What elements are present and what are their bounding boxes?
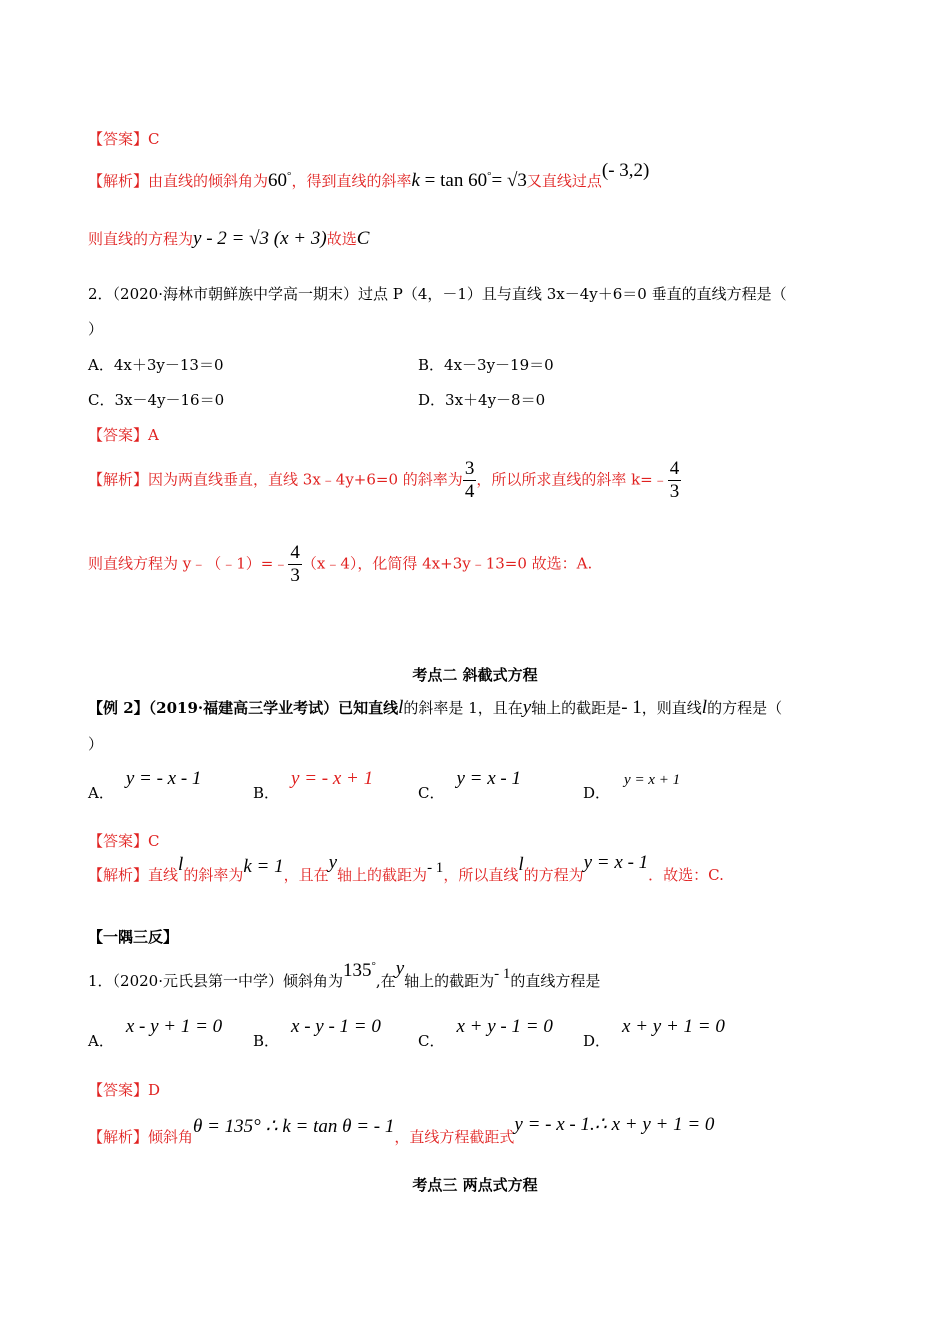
analysis-text: 直线 bbox=[148, 866, 179, 884]
math-expression: θ = 135° ∴ k = tan θ = - 1 bbox=[193, 1116, 395, 1137]
analysis-line-4 bbox=[88, 542, 592, 587]
analysis-text: 轴上的截距为 bbox=[337, 866, 428, 884]
math-neg1: - 1 bbox=[494, 966, 511, 982]
analysis-tag: 【解析】 bbox=[88, 172, 149, 190]
math-k: k bbox=[411, 170, 420, 191]
answer-value: C bbox=[148, 130, 160, 148]
answer-tag: 【答案】 bbox=[88, 832, 149, 850]
option-a: A．4x＋3y－13＝0 bbox=[88, 356, 224, 374]
analysis-line-1 bbox=[88, 160, 650, 192]
analysis-line-3 bbox=[88, 458, 681, 503]
fraction: $\frac{3}{4}$ bbox=[464, 458, 475, 502]
fraction: $\frac{4}{3}$ bbox=[669, 458, 680, 502]
analysis-text: ，且在 bbox=[283, 866, 329, 884]
answer-tag: 【答案】 bbox=[88, 130, 149, 148]
example-text: 的方程是（ bbox=[707, 699, 783, 717]
analysis-text: 的斜率为 bbox=[183, 866, 244, 884]
option-d: D．x + y + 1 = 0 bbox=[583, 1016, 725, 1050]
analysis-text: ，所以直线 bbox=[443, 866, 519, 884]
analysis-line-5 bbox=[88, 852, 724, 886]
option-b: B．x - y - 1 = 0 bbox=[253, 1016, 381, 1050]
example-text: ，则直线 bbox=[641, 699, 702, 717]
practice-text: 1．（2020·元氏县第一中学）倾斜角为 bbox=[88, 972, 343, 990]
analysis-line-6 bbox=[88, 1114, 715, 1148]
math-l: l bbox=[701, 697, 708, 718]
section-title: 考点二 斜截式方程 bbox=[412, 666, 538, 684]
question-2-stem-cont: ） bbox=[88, 320, 104, 338]
math-equation: y = x - 1 bbox=[583, 852, 649, 873]
analysis-tag: 【解析】 bbox=[88, 470, 149, 489]
section-title: 考点三 两点式方程 bbox=[412, 1176, 538, 1194]
answer-line-4 bbox=[88, 1079, 160, 1100]
option-b: B．y = - x + 1 bbox=[253, 768, 374, 802]
answer-value: C bbox=[148, 832, 160, 850]
analysis-text: 则直线的方程为 bbox=[88, 230, 194, 248]
option-c: C．x + y - 1 = 0 bbox=[418, 1016, 553, 1050]
practice-text: ,在 bbox=[375, 972, 396, 990]
math-y: y bbox=[395, 958, 405, 979]
analysis-text: ，所以所求直线的斜率 k=﹣ bbox=[476, 470, 668, 489]
example-text: 轴上的截距是 bbox=[531, 699, 622, 717]
analysis-text: 则直线方程为 y﹣（﹣1）=﹣ bbox=[88, 554, 289, 573]
fraction: $\frac{4}{3}$ bbox=[290, 542, 300, 586]
math-angle: 60° bbox=[268, 170, 292, 191]
answer-value: A bbox=[148, 426, 159, 444]
option-d: D．y = x + 1 bbox=[583, 772, 681, 802]
option-c: C．3x－4y－16＝0 bbox=[88, 391, 225, 409]
math-y: y bbox=[522, 697, 532, 718]
math-y: y bbox=[328, 852, 338, 873]
analysis-text: ，得到直线的斜率 bbox=[291, 172, 412, 190]
math-equation: y - 2 = √3 (x + 3) bbox=[193, 228, 327, 249]
analysis-text: 的方程为 bbox=[523, 866, 584, 884]
analysis-tag: 【解析】 bbox=[88, 1128, 149, 1146]
answer-line-3 bbox=[88, 830, 160, 851]
math-135: 135° bbox=[343, 960, 376, 981]
option-a: A．x - y + 1 = 0 bbox=[88, 1016, 223, 1050]
analysis-text: 由直线的倾斜角为 bbox=[148, 172, 269, 190]
math-l: l bbox=[518, 854, 524, 875]
math-c: C bbox=[356, 228, 370, 249]
answer-line-2 bbox=[88, 424, 159, 445]
analysis-text: ，直线方程截距式 bbox=[394, 1128, 515, 1146]
math-expression: y = - x - 1.∴ x + y + 1 = 0 bbox=[514, 1114, 715, 1135]
answer-tag: 【答案】 bbox=[88, 1081, 149, 1099]
math-l: l bbox=[398, 697, 404, 718]
analysis-text: 因为两直线垂直，直线 3x﹣4y+6=0 的斜率为 bbox=[148, 470, 463, 489]
example-text: 的斜率是 1，且在 bbox=[403, 699, 523, 717]
practice-text: 轴上的截距为 bbox=[404, 972, 495, 990]
example-2-stem-cont: ） bbox=[88, 735, 104, 753]
math-neg1: - 1 bbox=[427, 860, 444, 876]
question-2-stem: 2．（2020·海林市朝鲜族中学高一期末）过点 P（4，－1）且与直线 3x－4y＋6＝0 垂直的直线方程是（ bbox=[88, 285, 787, 303]
analysis-text: （x﹣4），化简得 4x+3y﹣13=0 故选：A. bbox=[301, 554, 593, 573]
option-c: C．y = x - 1 bbox=[418, 768, 521, 802]
math-sqrt: = √3 bbox=[491, 170, 527, 191]
analysis-text: 又直线过点 bbox=[526, 172, 602, 190]
answer-line-1 bbox=[88, 128, 160, 149]
example-2-stem bbox=[88, 697, 782, 719]
example-text: 【例 2】（2019·福建高三学业考试）已知直线 bbox=[88, 699, 399, 717]
answer-value: D bbox=[148, 1081, 161, 1099]
analysis-line-2 bbox=[88, 228, 369, 250]
math-l: l bbox=[178, 854, 184, 875]
analysis-tag: 【解析】 bbox=[88, 866, 149, 884]
practice-title: 【一隅三反】 bbox=[88, 928, 179, 946]
math-tan: = tan 60° bbox=[419, 170, 492, 191]
math-point: (- 3,2) bbox=[601, 160, 650, 181]
practice-text: 的直线方程是 bbox=[510, 972, 601, 990]
math-neg1: - 1 bbox=[621, 697, 642, 718]
practice-1-stem bbox=[88, 958, 601, 992]
analysis-text: 故选 bbox=[326, 230, 357, 248]
option-a: A．y = - x - 1 bbox=[88, 768, 202, 802]
answer-tag: 【答案】 bbox=[88, 426, 149, 444]
math-k: k = 1 bbox=[243, 856, 284, 877]
option-d: D．3x＋4y－8＝0 bbox=[418, 391, 546, 409]
analysis-text: ．故选：C. bbox=[648, 866, 724, 884]
analysis-text: 倾斜角 bbox=[148, 1128, 194, 1146]
option-b: B．4x－3y－19＝0 bbox=[418, 356, 554, 374]
